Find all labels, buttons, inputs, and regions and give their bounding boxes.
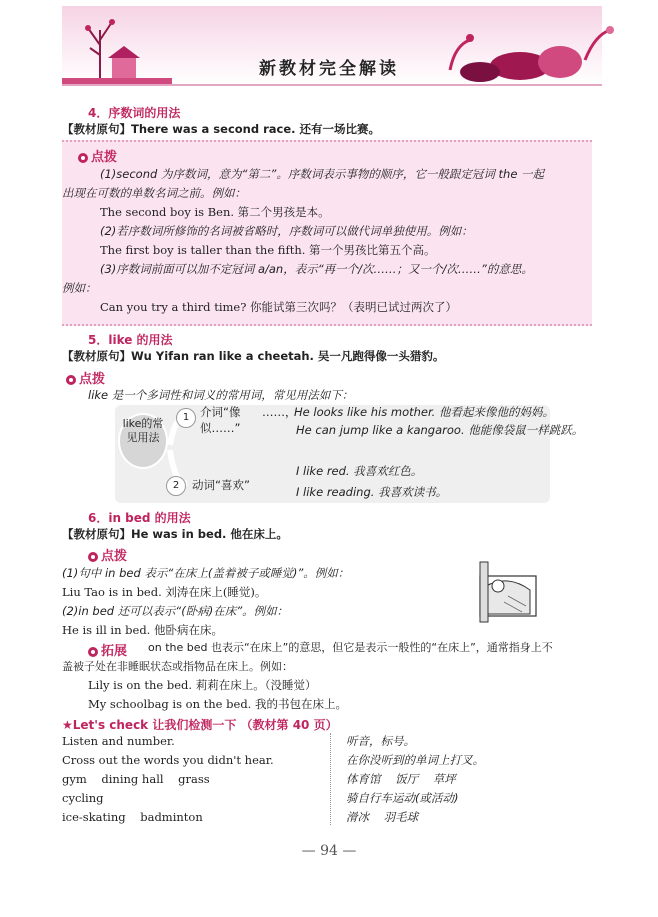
section6-line-4: He is ill in bed. 他卧病在床。 bbox=[62, 623, 223, 637]
section6-ext-example-2: My schoolbag is on the bed. 我的书包在床上。 bbox=[88, 697, 347, 711]
page-number: — 94 — bbox=[301, 843, 357, 859]
section4-tip-label: 点拨 bbox=[78, 146, 117, 165]
section6-original-sentence bbox=[62, 527, 288, 542]
check-left-2: Cross out the words you didn't hear. bbox=[62, 753, 274, 767]
header-title: 新教材完全解读 bbox=[259, 59, 399, 79]
check-right-3: 体育馆 饭厅 草坪 bbox=[346, 772, 456, 786]
check-divider bbox=[330, 733, 331, 825]
section4-line-8: Can you try a third time? 你能试第三次吗？（表明已试过两次了） bbox=[100, 300, 458, 314]
section6-line-2: Liu Tao is in bed. 刘涛在床上(睡觉)。 bbox=[62, 585, 267, 599]
section4-line-2: 出现在可数的单数名词之前。例如： bbox=[62, 186, 246, 200]
check-right-1: 听音，标号。 bbox=[346, 734, 415, 748]
section4-line-6: (3)序数词前面可以加不定冠词 a/an，表示“再一个/次……；又一个/次……”的意思。 bbox=[100, 262, 533, 276]
section6-ext-label: 拓展 bbox=[88, 640, 127, 659]
branch-1-label-b: 似……” bbox=[200, 421, 241, 435]
section6-ext-example-1: Lily is on the bed. 莉莉在床上。（没睡觉） bbox=[88, 678, 317, 692]
branch-2-number: 2 bbox=[166, 476, 186, 496]
orig-text: He was in bed. 他在床上。 bbox=[131, 527, 288, 541]
branch-2-example-2: I like reading. 我喜欢读书。 bbox=[296, 485, 448, 499]
tip-bullet-icon bbox=[66, 375, 76, 385]
check-heading: ★Let's check 让我们检测一下 （教材第 40 页） bbox=[62, 718, 338, 732]
section5-original-sentence bbox=[62, 349, 444, 364]
boy-in-bed-illustration bbox=[478, 556, 544, 626]
section5-heading: 5．like 的用法 bbox=[88, 333, 173, 347]
section4-line-7: 例如： bbox=[62, 281, 97, 295]
section4-line-1: (1)second 为序数词，意为“第二”。序数词表示事物的顺序，它一般跟定冠词 the 一起 bbox=[100, 167, 545, 181]
branch-1-label-a: 介词“像 bbox=[200, 405, 241, 419]
section4-line-5: The first boy is taller than the fifth. 第一个男孩比第五个高。 bbox=[100, 243, 436, 257]
branch-1-example-1: He looks like his mother. 他看起来像他的妈妈。 bbox=[294, 405, 554, 419]
check-right-4: 骑自行车运动(或活动) bbox=[346, 791, 459, 805]
branch-1-number: 1 bbox=[176, 408, 196, 428]
branch-2-label: 动词“喜欢” bbox=[192, 478, 250, 492]
check-right-5: 滑冰 羽毛球 bbox=[346, 810, 419, 824]
ext-bullet-icon bbox=[88, 647, 98, 657]
orig-label: 【教材原句】 bbox=[62, 349, 131, 363]
branch-2-example-1: I like red. 我喜欢红色。 bbox=[296, 464, 423, 478]
section4-heading: 4．序数词的用法 bbox=[88, 106, 181, 120]
tip-bullet-icon bbox=[88, 552, 98, 562]
orig-label: 【教材原句】 bbox=[62, 527, 131, 541]
tip-bullet-icon bbox=[78, 153, 88, 163]
orig-text: Wu Yifan ran like a cheetah. 吴一凡跑得像一头猎豹。 bbox=[131, 349, 445, 363]
diagram-center-node: like的常见用法 bbox=[118, 413, 168, 469]
check-left-3: gym dining hall grass bbox=[62, 772, 210, 786]
branch-1-dots: ……， bbox=[262, 405, 297, 419]
orig-text: There was a second race. 还有一场比赛。 bbox=[131, 122, 381, 136]
section6-tip-label: 点拨 bbox=[88, 545, 127, 564]
section5-intro: like 是一个多词性和词义的常用词，常见用法如下： bbox=[88, 388, 354, 402]
section6-heading: 6．in bed 的用法 bbox=[88, 511, 191, 525]
section6-line-1: (1)句中 in bed 表示“在床上(盖着被子或睡觉)”。例如： bbox=[62, 566, 350, 580]
check-left-1: Listen and number. bbox=[62, 734, 175, 748]
section4-line-3: The second boy is Ben. 第二个男孩是本。 bbox=[100, 205, 330, 219]
section4-line-4: (2)若序数词所修饰的名词被省略时，序数词可以做代词单独使用。例如： bbox=[100, 224, 473, 238]
section5-tip-label: 点拨 bbox=[66, 368, 105, 387]
check-left-4: cycling bbox=[62, 791, 104, 805]
orig-label: 【教材原句】 bbox=[62, 122, 131, 136]
check-left-5: ice-skating badminton bbox=[62, 810, 203, 824]
header-divider bbox=[62, 84, 602, 86]
section6-ext-line-1: on the bed 也表示“在床上”的意思，但它是表示一般性的“在床上”，通常指身上不 bbox=[148, 641, 553, 654]
section4-original-sentence bbox=[62, 122, 380, 137]
branch-1-example-2: He can jump like a kangaroo. 他能像袋鼠一样跳跃。 bbox=[296, 423, 584, 437]
section6-line-3: (2)in bed 还可以表示“(卧病)在床”。例如： bbox=[62, 604, 289, 618]
check-right-2: 在你没听到的单词上打叉。 bbox=[346, 753, 484, 767]
section6-ext-line-2: 盖被子处在非睡眠状态或指物品在床上。例如： bbox=[62, 660, 293, 673]
check-page-ref: （教材第 40 页） bbox=[240, 718, 338, 732]
